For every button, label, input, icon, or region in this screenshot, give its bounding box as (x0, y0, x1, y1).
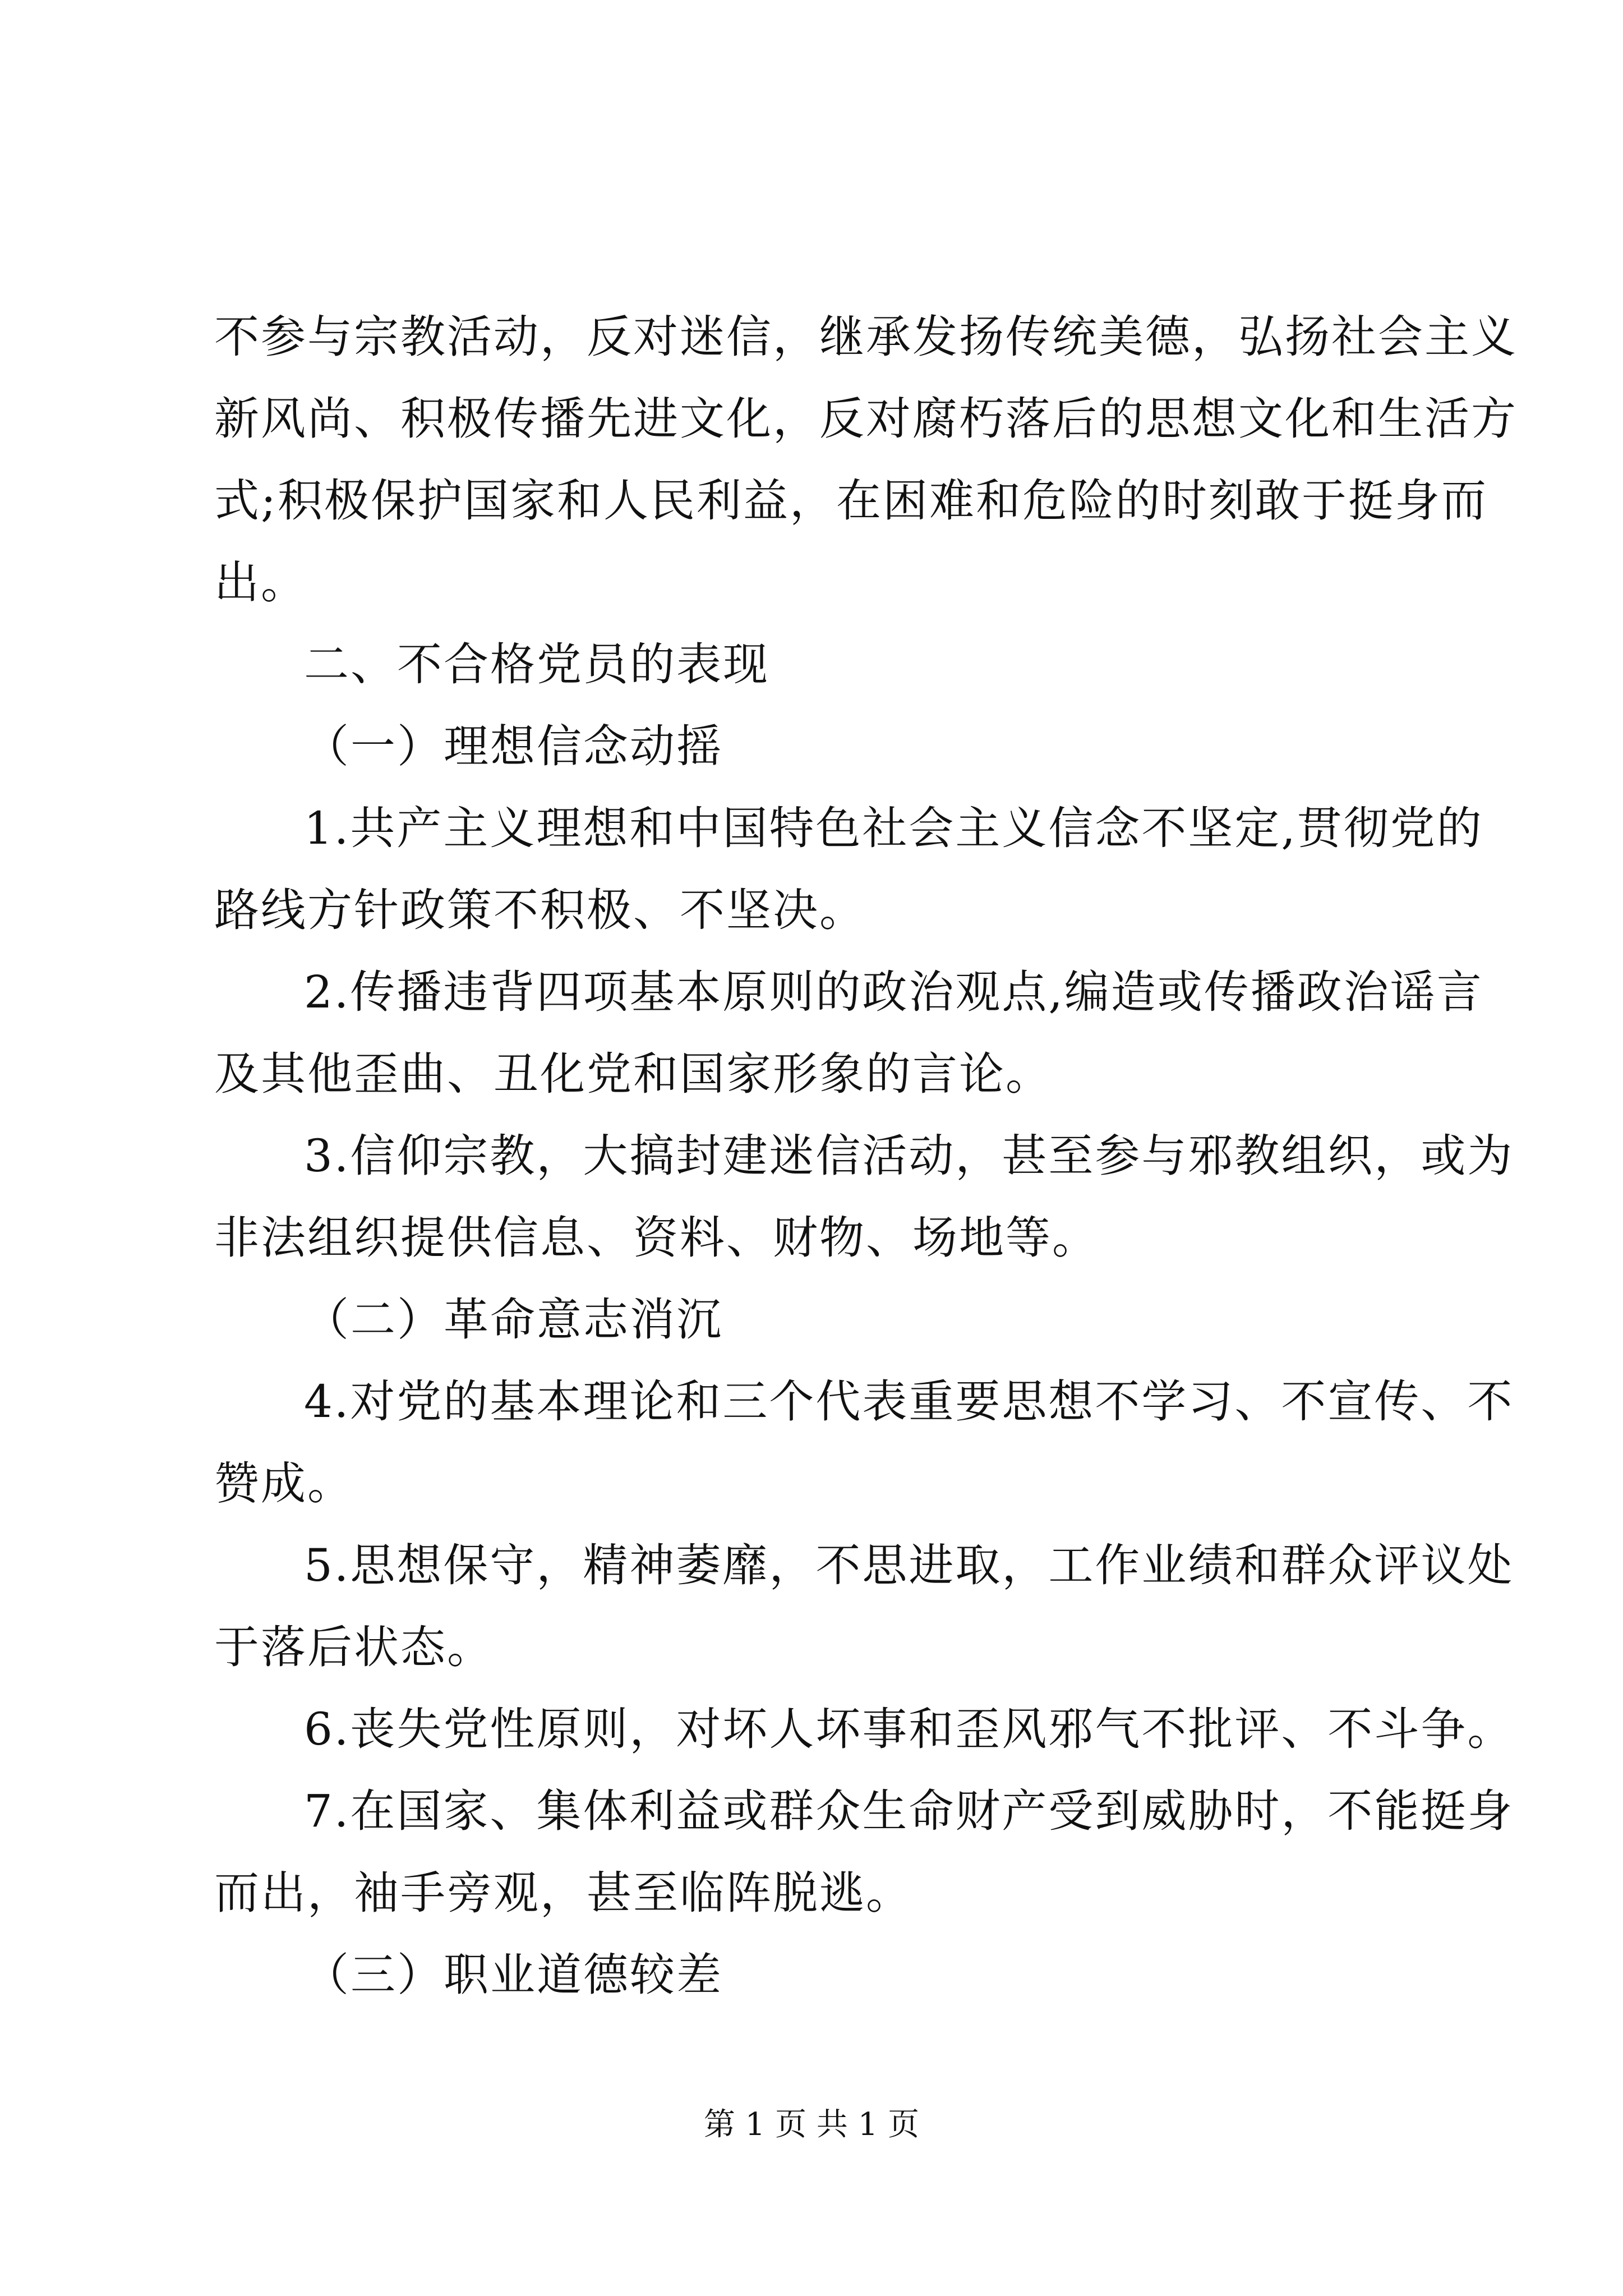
list-item-line: 赞成。 (214, 1457, 354, 1510)
list-item-line: 3.信仰宗教，大搞封建迷信活动，甚至参与邪教组织，或为 (304, 1130, 1514, 1182)
body-line: 新风尚、积极传播先进文化，反对腐朽落后的思想文化和生活方 (214, 393, 1518, 445)
list-item-line: 1.共产主义理想和中国特色社会主义信念不坚定,贯彻党的 (304, 802, 1483, 854)
subsection-heading: （二）革命意志消沉 (304, 1294, 723, 1346)
subsection-heading: （三）职业道德较差 (304, 1949, 723, 2001)
body-line: 式;积极保护国家和人民利益，在困难和危险的时刻敢于挺身而 (214, 475, 1488, 527)
list-item-line: 路线方针政策不积极、不坚决。 (214, 884, 866, 936)
list-item-line: 及其他歪曲、丑化党和国家形象的言论。 (214, 1048, 1052, 1100)
document-body (214, 296, 1518, 2016)
list-item-line: 2.传播违背四项基本原则的政治观点,编造或传播政治谣言 (304, 966, 1483, 1018)
list-item-line: 6.丧失党性原则，对坏人坏事和歪风邪气不批评、不斗争。 (304, 1703, 1514, 1755)
list-item-line: 于落后状态。 (214, 1621, 494, 1673)
page-footer: 第 1 页 共 1 页 (703, 2106, 920, 2143)
list-item-line: 非法组织提供信息、资料、财物、场地等。 (214, 1212, 1099, 1264)
body-line: 出。 (214, 556, 307, 609)
subsection-heading: （一）理想信念动摇 (304, 720, 723, 772)
list-item-line: 而出，袖手旁观，甚至临阵脱逃。 (214, 1867, 912, 1919)
section-heading: 二、不合格党员的表现 (304, 638, 769, 691)
list-item-line: 5.思想保守，精神萎靡，不思进取，工作业绩和群众评议处 (304, 1539, 1514, 1591)
list-item-line: 7.在国家、集体利益或群众生命财产受到威胁时，不能挺身 (304, 1785, 1514, 1837)
list-item-line: 4.对党的基本理论和三个代表重要思想不学习、不宣传、不 (304, 1375, 1514, 1428)
body-line: 不参与宗教活动，反对迷信，继承发扬传统美德，弘扬社会主义 (214, 311, 1518, 363)
